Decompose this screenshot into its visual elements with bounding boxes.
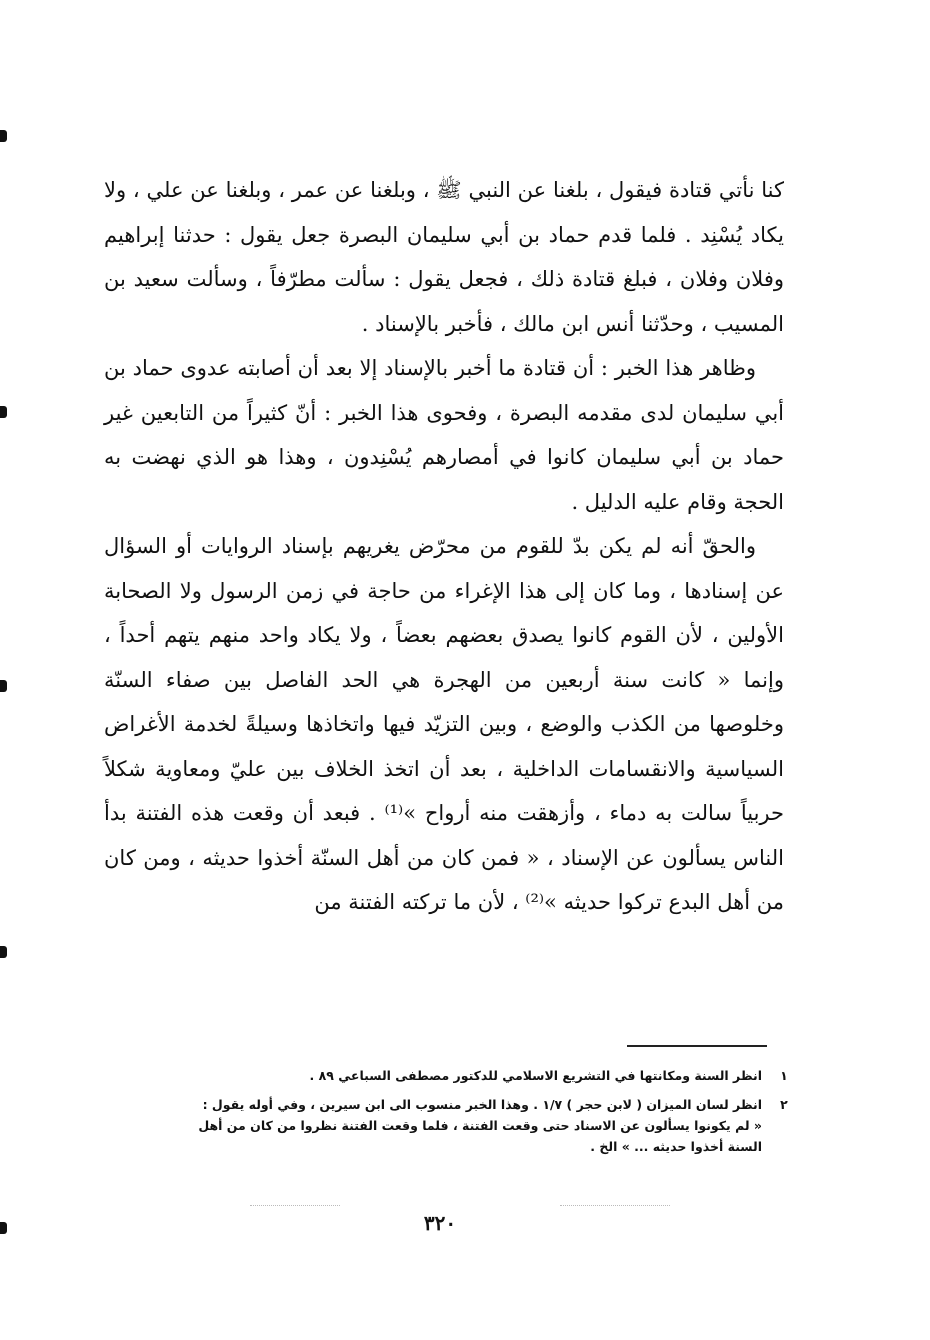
footnote-2 xyxy=(100,1094,790,1157)
footnote-line: انظر السنة ومكانتها في التشريع الاسلامي للدكتور مصطفى السباعي ٨٩ . xyxy=(309,1068,762,1083)
footnote-text xyxy=(100,1065,762,1086)
footnote-line: السنة أخذوا حديثه ... » الخ . xyxy=(590,1139,762,1154)
paragraph-3: والحقّ أنه لم يكن بدّ للقوم من محرّض يغريهم بإسناد الروايات أو السؤال عن إسنادها ، وما كان إلى هذا الإغراء من حاجة في زمن الرسول ولا الصحابة الأولين ، لأن القوم كانوا يصدق بعضهم بعضاً ، ولا يكاد واحد منهم يتهم أحداً ، وإنما « كانت سنة أربعين من الهجرة هي الحد الفاصل بين صفاء السنّة وخلوصها من الكذب والوضع ، وبين التزيّد فيها واتخاذها وسيلةً لخدمة الأغراض السياسية والانقسامات الداخلية ، بعد أن اتخذ الخلاف بين عليّ ومعاوية شكلاً حربياً سالت به دماء ، وأزهقت منه أرواح »⁽¹⁾ . فبعد أن وقعت هذه الفتنة بدأ الناس يسألون عن الإسناد ، « فمن كان من أهل السنّة أخذوا حديثه ، ومن كان من أهل البدع تركوا حديثه »⁽²⁾ ، لأن ما تركته الفتنة من xyxy=(104,534,784,914)
margin-mark xyxy=(0,406,7,418)
footnote-line: انظر لسان الميزان ( لابن حجر ) ١/٧ . وهذا الخبر منسوب الى ابن سيرين ، وفي أوله يقول : xyxy=(202,1097,762,1112)
paragraph-1: كنا نأتي قتادة فيقول ، بلغنا عن النبي ﷺ ، وبلغنا عن عمر ، وبلغنا عن علي ، ولا يكاد يُسْنِد . فلما قدم حماد بن أبي سليمان البصرة جعل يقول : حدثنا إبراهيم وفلان وفلان ، فبلغ قتادة ذلك ، فجعل يقول : سألت مطرّفاً ، وسألت سعيد بن المسيب ، وحدّثنا أنس ابن مالك ، فأخبر بالإسناد . xyxy=(104,178,784,336)
margin-mark xyxy=(0,1222,7,1234)
footnote-number: ١ xyxy=(780,1068,788,1083)
body-text xyxy=(104,168,784,925)
scan-artifact-line xyxy=(560,1205,670,1206)
margin-mark xyxy=(0,680,7,692)
footnote-number: ٢ xyxy=(780,1097,788,1112)
paragraph-2: وظاهر هذا الخبر : أن قتادة ما أخبر بالإسناد إلا بعد أن أصابته عدوى حماد بن أبي سليمان لدى مقدمه البصرة ، وفحوى هذا الخبر : أنّ كثيراً من التابعين غير حماد بن أبي سليمان كانوا في أمصارهم يُسْنِدون ، وهذا هو الذي نهضت به الحجة وقام عليه الدليل . xyxy=(104,356,784,514)
footnote-separator xyxy=(627,1045,767,1047)
footnotes xyxy=(100,1065,790,1165)
page-number: ٣٢٠ xyxy=(423,1211,457,1235)
footnote-line: « لم يكونوا يسألون عن الاسناد حتى وقعت الفتنة ، فلما وقعت الفتنة نظروا من كان من أهل xyxy=(198,1118,762,1133)
margin-mark xyxy=(0,130,7,142)
margin-mark xyxy=(0,946,7,958)
scan-artifact-line xyxy=(250,1205,340,1206)
footnote-1 xyxy=(100,1065,790,1086)
footnote-text xyxy=(100,1094,762,1157)
